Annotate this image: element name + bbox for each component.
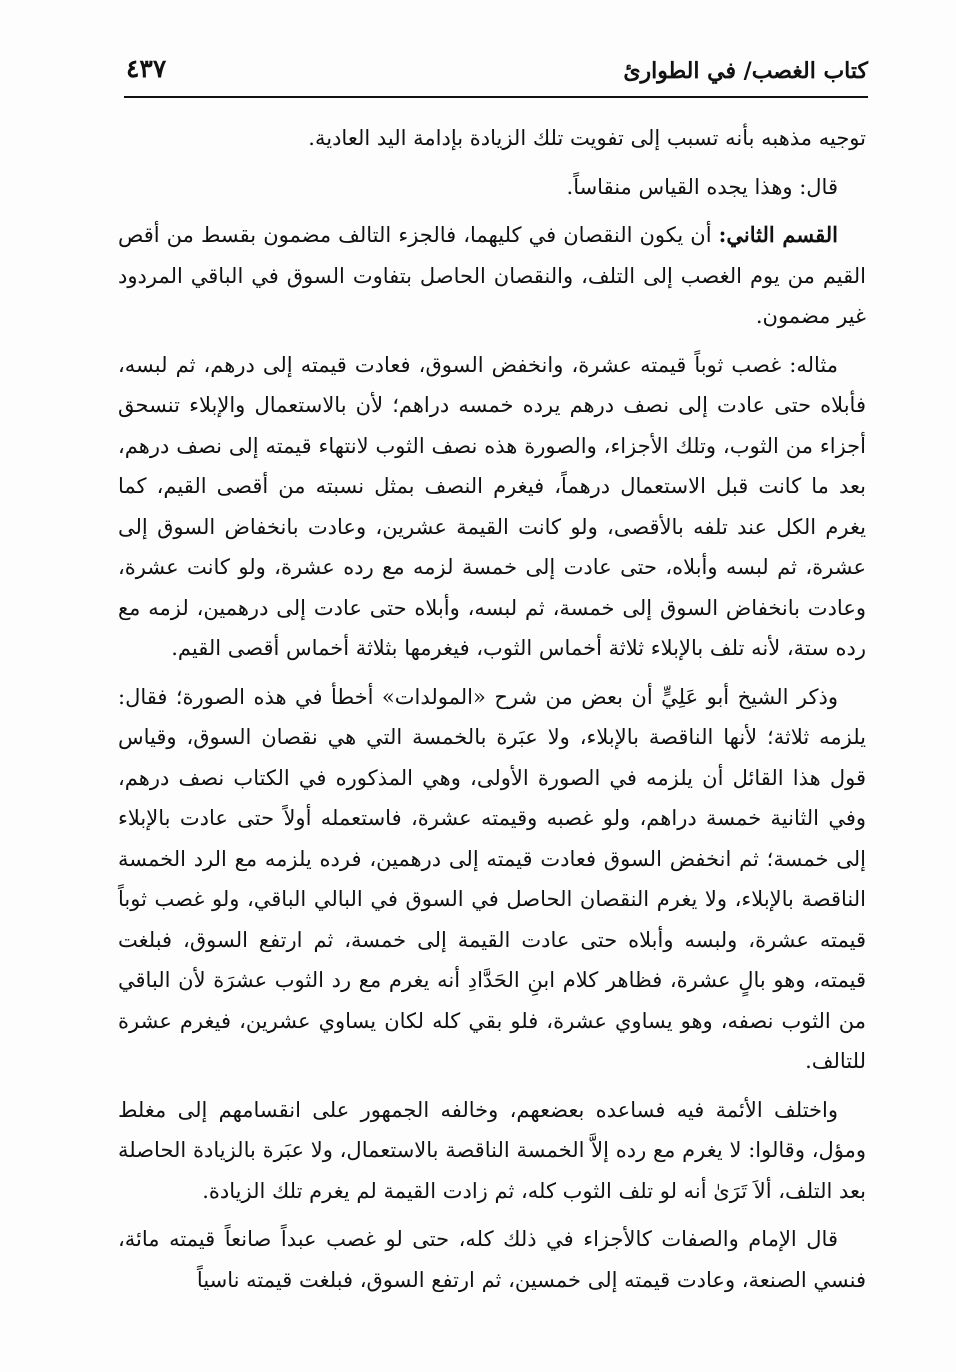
paragraph-text: أن يكون النقصان في كليهما، فالجزء التالف مضمون بقسط من أقص القيم من يوم الغصب إلى التلف، والنقصان الحاصل بتفاوت السوق في الباقي المردود غير مضمون. [118,223,866,328]
paragraph-4 [118,345,866,669]
paragraph-6 [118,1090,866,1212]
running-title: كتاب الغصب/ في الطوارئ [623,58,868,84]
paragraph-text: توجيه مذهبه بأنه تسبب إلى تفويت تلك الزيادة بإدامة اليد العادية. [308,126,866,150]
paragraph-text: قال: وهذا يجده القياس منقاساً. [566,174,838,199]
header-rule [124,96,868,98]
body-text [118,118,866,1358]
paragraph-5 [118,677,866,1082]
paragraph-text: قال الإمام والصفات كالأجزاء في ذلك كله، حتى لو غصب عبداً صانعاً قيمته مائة، فنسي الصنعة، وعادت قيمته إلى خمسين، ثم ارتفع السوق، فبلغت قيمته ناسياً [118,1227,866,1292]
paragraph-text: وذكر الشيخ أبو عَلِيٍّ أن بعض من شرح «المولدات» أخطأ في هذه الصورة؛ فقال: يلزمه ثلاثة؛ لأنها الناقصة بالإبلاء، ولا عبَرة بالخمسة التي هي نقصان السوق، وقياس قول هذا القائل أن يلزمه في الصورة الأولى، وهي المذكوره في الكتاب نصف درهم، وفي الثانية خمسة دراهم، ولو غصبه وقيمته عشرة، فاستعمله أولاً حتى عادت بالإبلاء إلى خمسة؛ ثم انخفض السوق فعادت قيمته إلى درهمين، فرده يلزمه مع الرد الخمسة الناقصة بالإبلاء، ولا يغرم النقصان الحاصل في السوق في البالي الباقي، ولو غصب ثوباً قيمته عشرة، ولبسه وأبلاه حتى عادت القيمة إلى خمسة، ثم ارتفع السوق، فبلغت قيمته، وهو بالٍ عشرة، فظاهر كلام ابنِ الحَدَّادِ أنه يغرم مع رد الثوب عشرَة لأن الباقي من الثوب نصفه، وهو يساوي عشرة، فلو بقي كله لكان يساوي عشرين، فيغرم عشرة للتالف. [118,684,866,1073]
paragraph-7 [118,1219,866,1300]
paragraph-1 [118,118,866,159]
paragraph-2 [118,167,866,208]
section-label: القسم الثاني: [718,222,838,247]
paragraph-3 [118,215,866,337]
paragraph-text: مثاله: غصب ثوباً قيمته عشرة، وانخفض السوق، فعادت قيمته إلى درهم، ثم لبسه، فأبلاه حتى عادت إلى نصف درهم يرده خمسه دراهم؛ لأن بالاستعمال والإبلاء تنسحق أجزاء من الثوب، وتلك الأجزاء، والصورة هذه نصف الثوب لانتهاء قيمته إلى نصف درهم، بعد ما كانت قبل الاستعمال درهماً، فيغرم النصف بمثل نسبته من أقصى القيم، كما يغرم الكل عند تلفه بالأقصى، ولو كانت القيمة عشرين، وعادت بانخفاض السوق إلى عشرة، ثم لبسه وأبلاه، حتى عادت إلى خمسة لزمه مع رده عشرة، ولو كانت عشرة، وعادت بانخفاض السوق إلى خمسة، ثم لبسه، وأبلاه حتى عادت إلى درهمين، لزمه مع رده ستة، لأنه تلف بالإبلاء ثلاثة أخماس الثوب، فيغرمها بثلاثة أخماس أقصى القيم. [118,352,866,660]
page-number: ٤٣٧ [126,54,167,83]
paragraph-text: واختلف الأئمة فيه فساعده بعضعهم، وخالفه الجمهور على انقسامهم إلى مغلط ومؤل، وقالوا: لا يغرم مع رده إلاَّ الخمسة الناقصة بالاستعمال، ولا عبَرة بالزيادة الحاصلة بعد التلف، ألاَ تَرَىٰ أنه لو تلف الثوب كله، ثم زادت القيمة لم يغرم تلك الزيادة. [118,1097,866,1203]
page-header [124,54,868,96]
